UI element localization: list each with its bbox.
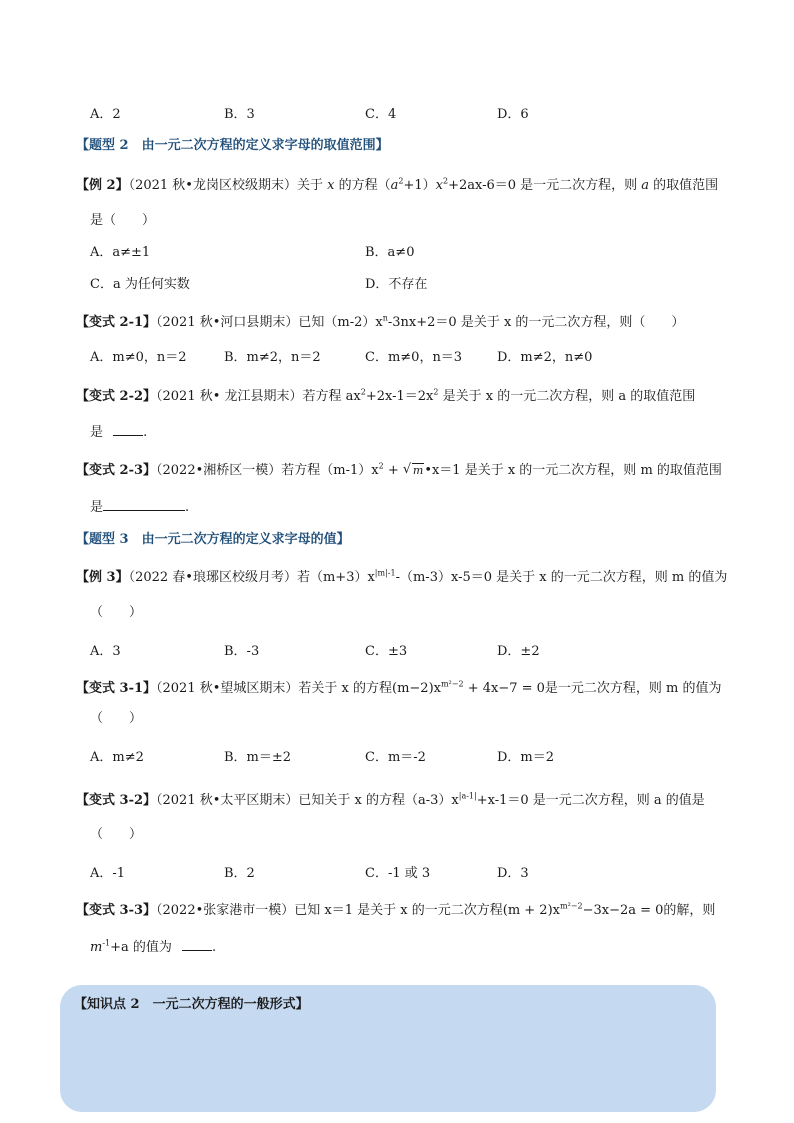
variant-3-3-var: m (90, 940, 103, 955)
variant-2-3-line2 (90, 496, 189, 515)
example-2-text: +2ax-6＝0 是一元二次方程，则 (448, 178, 642, 193)
variant-3-3-exponent: m²−2 (559, 901, 583, 911)
section-heading-3: 【题型 3 由一元二次方程的定义求字母的值】 (76, 532, 350, 547)
variant-2-2-text: 是 (90, 425, 104, 440)
variant-3-2-option-d: D．3 (497, 866, 529, 881)
example-2-text: 的取值范围 (649, 178, 719, 193)
variant-2-2-tag: 【变式 2-2】 (76, 389, 157, 404)
variant-2-3-text: + (383, 463, 403, 478)
variant-2-3-source: （2022•湘桥区一模） (156, 463, 282, 478)
section-heading-2: 【题型 2 由一元二次方程的定义求字母的取值范围】 (76, 138, 389, 153)
example-2-option-b: B．a≠0 (365, 245, 415, 260)
variant-2-3-tag: 【变式 2-3】 (76, 463, 157, 478)
example-3-tag: 【例 3】 (76, 570, 129, 585)
variant-2-3-text: . (185, 500, 190, 515)
variant-3-2-text: 已知关于 x 的方程（a-3）x (298, 793, 459, 808)
variant-3-2-option-b: B．2 (224, 866, 255, 881)
variant-3-1-line2: （ ） (90, 711, 143, 726)
variant-2-3-line1 (76, 459, 722, 478)
variant-2-1-option-b: B．m≠2，n＝2 (224, 350, 321, 365)
example-2-source: （2021 秋•龙岗区校级期末） (128, 178, 297, 193)
variant-2-1-line1 (76, 311, 684, 330)
variant-2-1-option-a: A．m≠0，n＝2 (90, 350, 187, 365)
variant-3-2-text: +x-1＝0 是一元二次方程，则 a 的值是 (476, 793, 705, 808)
variant-3-1-option-a: A．m≠2 (90, 750, 144, 765)
answer-blank[interactable] (103, 498, 185, 511)
variant-3-1-source: （2021 秋•望城区期末） (156, 681, 299, 696)
variant-3-3-exponent: -1 (102, 938, 111, 948)
example-2-option-c: C．a 为任何实数 (90, 277, 190, 292)
example-3-text: -（m-3）x-5＝0 是关于 x 的一元二次方程，则 m 的值为 (395, 570, 728, 585)
variant-2-3-exponent: 2 (378, 461, 384, 471)
example-2-line2: 是（ ） (90, 213, 156, 228)
answer-blank[interactable] (113, 423, 143, 436)
variant-2-2-exponent: 2 (360, 387, 366, 397)
variant-3-2-line1 (76, 789, 705, 808)
knowledge-point-title: 【知识点 2 一元二次方程的一般形式】 (74, 997, 309, 1012)
variant-3-1-option-d: D．m＝2 (497, 750, 555, 765)
example-3-option-a: A．3 (90, 644, 121, 659)
example-2-option-a: A．a≠±1 (90, 245, 151, 260)
variant-3-3-tag: 【变式 3-3】 (76, 903, 157, 918)
variant-3-2-line2: （ ） (90, 827, 143, 842)
variant-2-1-option-c: C．m≠0，n＝3 (365, 350, 463, 365)
variant-2-1-exponent: n (382, 313, 388, 323)
variant-3-1-text: + 4x−7 = 0是一元二次方程，则 m 的值为 (463, 681, 722, 696)
variant-3-1-option-b: B．m＝±2 (224, 750, 292, 765)
answer-blank[interactable] (182, 938, 212, 951)
variant-2-1-text: -3nx+2＝0 是关于 x 的一元二次方程，则（ ） (387, 315, 685, 330)
variant-2-2-line1 (76, 385, 695, 404)
variant-3-3-source: （2022•张家港市一模） (156, 903, 295, 918)
example-3-option-d: D．±2 (497, 644, 540, 659)
example-2-text: +1） (403, 178, 436, 193)
variant-2-2-text: +2x-1＝2x (365, 389, 434, 404)
q1-option-b: B．3 (224, 107, 255, 122)
variant-3-3-text: . (212, 940, 217, 955)
variant-3-3-text: −3x−2a = 0的解，则 (582, 903, 716, 918)
variant-3-1-tag: 【变式 3-1】 (76, 681, 157, 696)
variant-3-3-line2 (90, 936, 216, 955)
example-3-option-b: B．-3 (224, 644, 260, 659)
sqrt-radicand: m (412, 464, 424, 477)
variant-2-2-exponent: 2 (433, 387, 439, 397)
example-3-text: 若（m+3）x (296, 570, 375, 585)
variant-2-1-source: （2021 秋•河口县期末） (156, 315, 299, 330)
variant-3-3-text: 已知 x＝1 是关于 x 的一元二次方程(m + 2)x (294, 903, 560, 918)
example-3-line2: （ ） (90, 605, 143, 620)
variant-2-2-text: 是关于 x 的一元二次方程，则 a 的取值范围 (438, 389, 696, 404)
example-2-text: 的方程（ (334, 178, 391, 193)
variant-3-1-exponent: m²−2 (440, 679, 464, 689)
variant-2-2-text: 若方程 ax (302, 389, 361, 404)
variant-2-3-text: 是 (90, 500, 104, 515)
sqrt-symbol (403, 463, 424, 478)
example-2-line1: 【例 2】（2021 秋•龙岗区校级期末）关于 x 的方程$(a^2+1)x^2+2ax-6=0$ 是一元二次方程，则 a 的取值范围 (76, 176, 719, 193)
variant-3-3-line1 (76, 899, 715, 918)
example-3-line1 (76, 566, 727, 585)
example-2-var: a (641, 178, 650, 193)
example-2-text: 关于 (296, 178, 328, 193)
example-3-source: （2022 春•琅琊区校级月考） (128, 570, 297, 585)
variant-3-2-exponent: |a-1| (458, 791, 477, 801)
variant-3-1-option-c: C．m＝-2 (365, 750, 426, 765)
variant-2-1-text: 已知（m-2）x (298, 315, 383, 330)
variant-3-1-line1 (76, 677, 722, 696)
variant-3-3-text: +a 的值为 (110, 940, 172, 955)
variant-2-2-text: . (143, 425, 148, 440)
example-2-option-d: D．不存在 (365, 277, 428, 292)
variant-2-2-source: （2021 秋• 龙江县期末） (156, 389, 303, 404)
variant-3-2-option-c: C．-1 或 3 (365, 866, 431, 881)
q1-option-a: A．2 (90, 107, 121, 122)
variant-3-2-option-a: A．-1 (90, 866, 126, 881)
variant-2-2-line2 (90, 421, 147, 440)
variant-2-3-text: 若方程（m-1）x (281, 463, 379, 478)
variant-2-1-option-d: D．m≠2，n≠0 (497, 350, 593, 365)
variant-2-3-text: •x＝1 是关于 x 的一元二次方程，则 m 的取值范围 (424, 463, 722, 478)
q1-option-c: C．4 (365, 107, 397, 122)
example-2-tag: 【例 2】 (76, 178, 129, 193)
example-2-var: a (390, 178, 399, 193)
variant-3-1-text: 若关于 x 的方程(m−2)x (298, 681, 441, 696)
example-2-var: x (435, 178, 443, 193)
example-3-option-c: C．±3 (365, 644, 408, 659)
q1-option-d: D．6 (497, 107, 529, 122)
example-3-exponent: |m|-1 (374, 568, 396, 578)
variant-3-2-source: （2021 秋•太平区期末） (156, 793, 299, 808)
variant-3-2-tag: 【变式 3-2】 (76, 793, 157, 808)
variant-2-1-tag: 【变式 2-1】 (76, 315, 157, 330)
